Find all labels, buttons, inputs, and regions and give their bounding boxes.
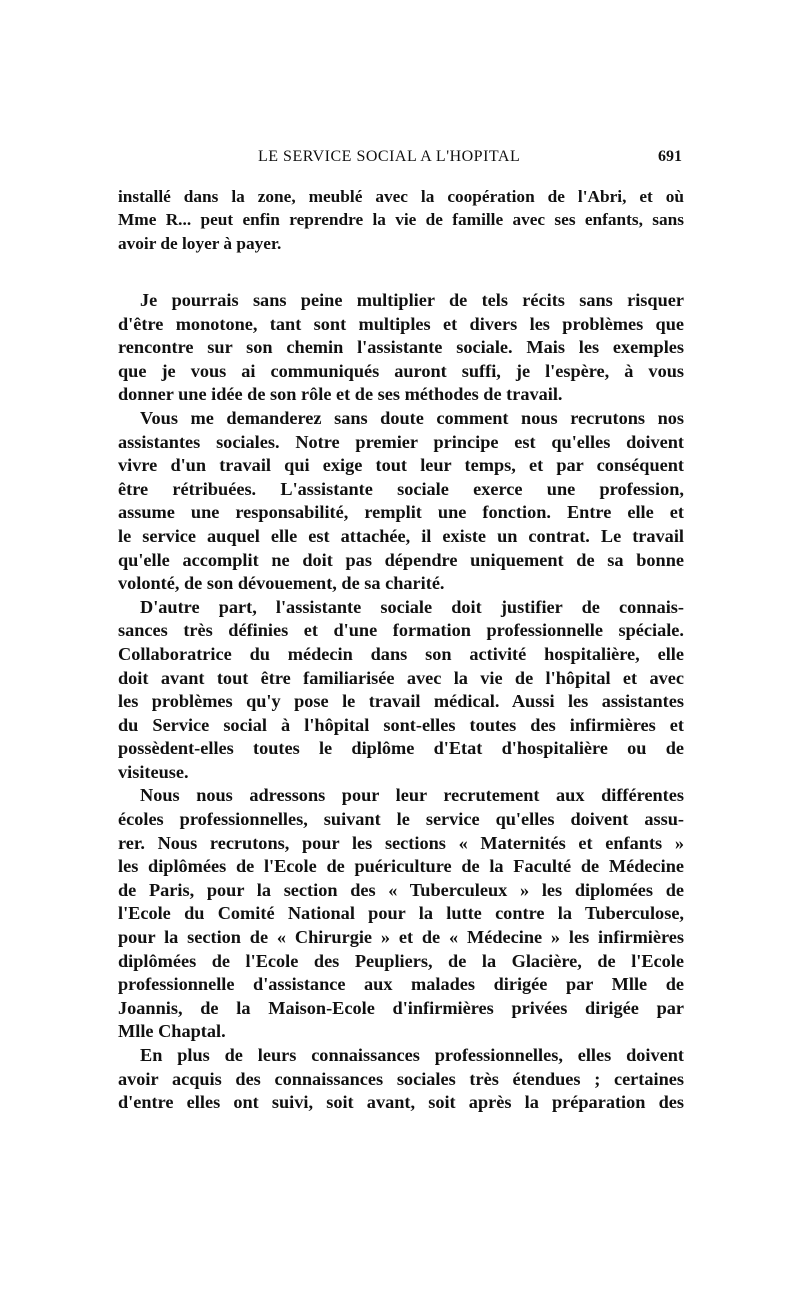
paragraph-continuation (118, 185, 684, 255)
text-line: être rétribuées. L'assistante sociale exerce une profession, (118, 478, 684, 499)
text-line: Vous me demanderez sans doute comment nous recrutons nos (140, 407, 684, 428)
text-line: assume une responsabilité, remplit une fonction. Entre elle et (118, 502, 684, 523)
text-line: possèdent-elles toutes le diplôme d'Etat d'hospitalière ou de (118, 738, 684, 759)
body-text (118, 289, 684, 1115)
text-line: qu'elle accomplit ne doit pas dépendre uniquement de sa bonne (118, 549, 684, 570)
text-line: du Service social à l'hôpital sont-elles toutes des infirmières et (118, 714, 684, 735)
text-line: le service auquel elle est attachée, il existe un contrat. Le travail (118, 525, 684, 546)
text-line: sances très définies et d'une formation professionnelle spéciale. (118, 620, 684, 641)
text-line: Je pourrais sans peine multiplier de tels récits sans risquer (140, 290, 684, 310)
text-line: D'autre part, l'assistante sociale doit justifier de connais- (140, 596, 684, 617)
text-line: rencontre sur son chemin l'assistante sociale. Mais les exemples (118, 337, 684, 358)
text-line: doit avant tout être familiarisée avec la vie de l'hôpital et avec (118, 667, 684, 688)
text-line: Collaboratrice du médecin dans son activité hospitalière, elle (118, 643, 684, 664)
text-line: visiteuse. (118, 761, 189, 782)
text-line: écoles professionnelles, suivant le service qu'elles doivent assu- (118, 809, 684, 830)
text-line: professionnelle d'assistance aux malades dirigée par Mlle de (118, 974, 684, 995)
running-title: LE SERVICE SOCIAL A L'HOPITAL (258, 148, 521, 165)
text-line: diplômées de l'Ecole des Peupliers, de la Glacière, de l'Ecole (118, 950, 684, 971)
text-line: donner une idée de son rôle et de ses méthodes de travail. (118, 384, 563, 405)
text-line: Joannis, de la Maison-Ecole d'infirmières privées dirigée par (118, 997, 684, 1018)
text-line: pour la section de « Chirurgie » et de « Médecine » les infirmières (118, 927, 684, 948)
text-line: de Paris, pour la section des « Tuberculeux » les diplomées de (118, 879, 684, 900)
text-line: avoir de loyer à payer. (118, 233, 282, 253)
text-line: installé dans la zone, meublé avec la coopération de l'Abri, et où (118, 187, 684, 206)
text-line: En plus de leurs connaissances professionnelles, elles doivent (140, 1045, 684, 1065)
text-line: assistantes sociales. Notre premier principe est qu'elles doivent (118, 431, 684, 452)
text-line: que je vous ai communiqués auront suffi, je l'espère, à vous (118, 360, 684, 381)
text-line: rer. Nous recrutons, pour les sections « Maternités et enfants » (118, 832, 684, 853)
text-line: d'entre elles ont suivi, soit avant, soit après la préparation des (118, 1092, 684, 1113)
text-line: Mme R... peut enfin reprendre la vie de famille avec ses enfants, sans (118, 210, 684, 230)
text-line: Mlle Chaptal. (118, 1021, 226, 1042)
text-line: l'Ecole du Comité National pour la lutte contre la Tuberculose, (118, 903, 684, 924)
text-line: les problèmes qu'y pose le travail médical. Aussi les assistantes (118, 691, 684, 712)
text-line: les diplômées de l'Ecole de puériculture de la Faculté de Médecine (118, 856, 684, 877)
text-line: vivre d'un travail qui exige tout leur temps, et par conséquent (118, 455, 684, 476)
text-line: avoir acquis des connaissances sociales très étendues ; certaines (118, 1068, 684, 1089)
text-line: Nous nous adressons pour leur recrutement aux différentes (140, 785, 684, 806)
text-line: d'être monotone, tant sont multiples et divers les problèmes que (118, 313, 684, 334)
running-header (118, 148, 682, 172)
page-number: 691 (658, 148, 682, 165)
text-line: volonté, de son dévouement, de sa charité. (118, 573, 445, 594)
